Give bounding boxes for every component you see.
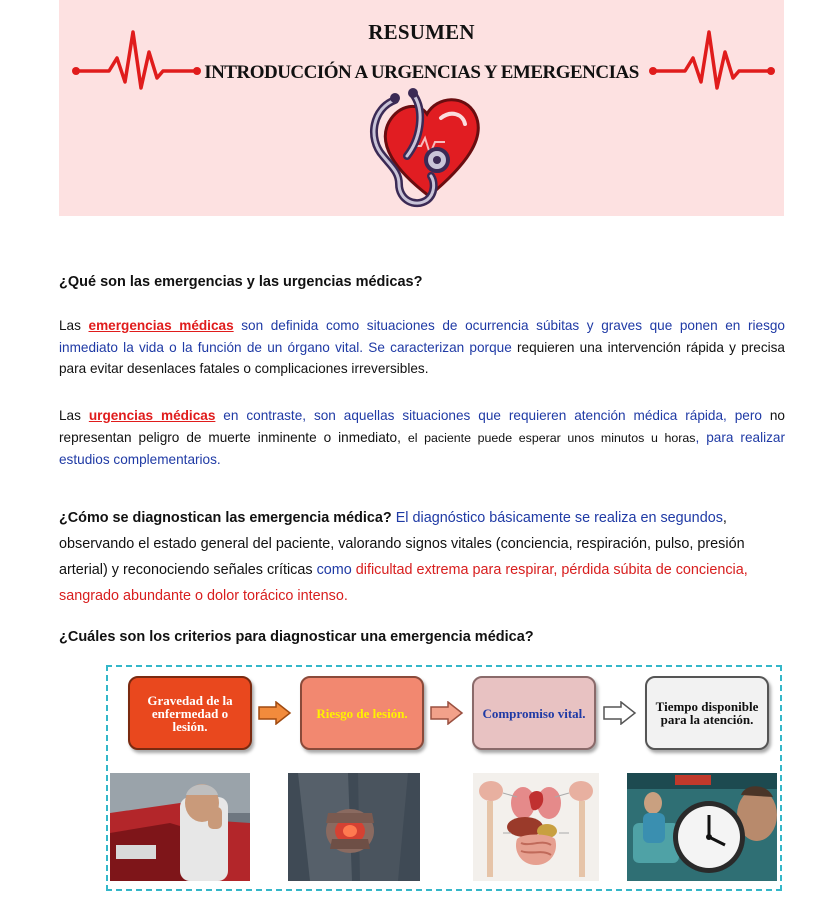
criteria-figure	[106, 665, 782, 891]
text-run-critical-signs: dificultad extrema para respirar, pérdida súbita de conciencia, sangrado abundante o dolor torácico intenso.	[59, 562, 748, 604]
section-heading-diagnosis: ¿Cómo se diagnostican las emergencia médica?	[59, 510, 392, 526]
text-run: en contraste, son aquellas situaciones que requieren atención médica rápida, pero	[215, 408, 770, 423]
arrow-right-icon	[603, 701, 637, 725]
photo-emergency-clock	[627, 773, 777, 881]
criterion-box-time: Tiempo disponible para la atención.	[645, 676, 769, 750]
ecg-line-icon	[649, 30, 779, 90]
text-run: como	[316, 562, 356, 578]
criterion-box-severity: Gravedad de la enfermedad o lesión.	[128, 676, 252, 750]
text-run: no representan peligro de muerte inminente o inmediato,	[59, 408, 785, 445]
text-run: requieren una intervención rápida y precisa para evitar desenlaces fatales o complicaciones irreversibles.	[59, 339, 785, 376]
paragraph-urgencias	[59, 405, 785, 471]
term-emergencias-medicas: emergencias médicas	[88, 318, 234, 333]
heart-stethoscope-icon	[355, 86, 495, 214]
arrow-right-icon	[258, 701, 292, 725]
criterion-box-vital: Compromiso vital.	[472, 676, 596, 750]
arrow-right-icon	[430, 701, 464, 725]
text-run: , observando el estado general del paciente, valorando signos vitales (conciencia, respiración, pulso, presión arterial) y reconociendo señales críticas	[59, 510, 745, 578]
paragraph-emergencias	[59, 315, 785, 380]
banner-title: RESUMEN	[368, 20, 475, 44]
photo-car-accident	[110, 773, 250, 881]
criterion-box-risk: Riesgo de lesión.	[300, 676, 424, 750]
section-heading-definitions: ¿Qué son las emergencias y las urgencias médicas?	[59, 274, 423, 290]
text-run: Las	[59, 318, 89, 333]
text-run: El diagnóstico básicamente se realiza en segundos	[391, 510, 723, 526]
ecg-line-icon	[71, 30, 201, 90]
paragraph-diagnostico	[59, 505, 789, 609]
term-urgencias-medicas: urgencias médicas	[88, 408, 216, 423]
text-run: , para realizar estudios complementarios.	[59, 429, 785, 467]
section-heading-criteria: ¿Cuáles son los criterios para diagnosticar una emergencia médica?	[59, 629, 534, 645]
text-run: Las	[59, 408, 89, 423]
text-run: son definida como situaciones de ocurrencia súbitas y graves que ponen en riesgo inmediato la vida o la función de un órgano vital. Se caracterizan porque	[59, 318, 785, 355]
photo-human-organs	[473, 773, 599, 881]
photo-knee-injury	[288, 773, 420, 881]
banner-subtitle: INTRODUCCIÓN A URGENCIAS Y EMERGENCIAS	[204, 62, 639, 83]
header-banner	[59, 0, 784, 216]
text-run: el paciente puede esperar unos minutos u horas	[407, 430, 696, 445]
